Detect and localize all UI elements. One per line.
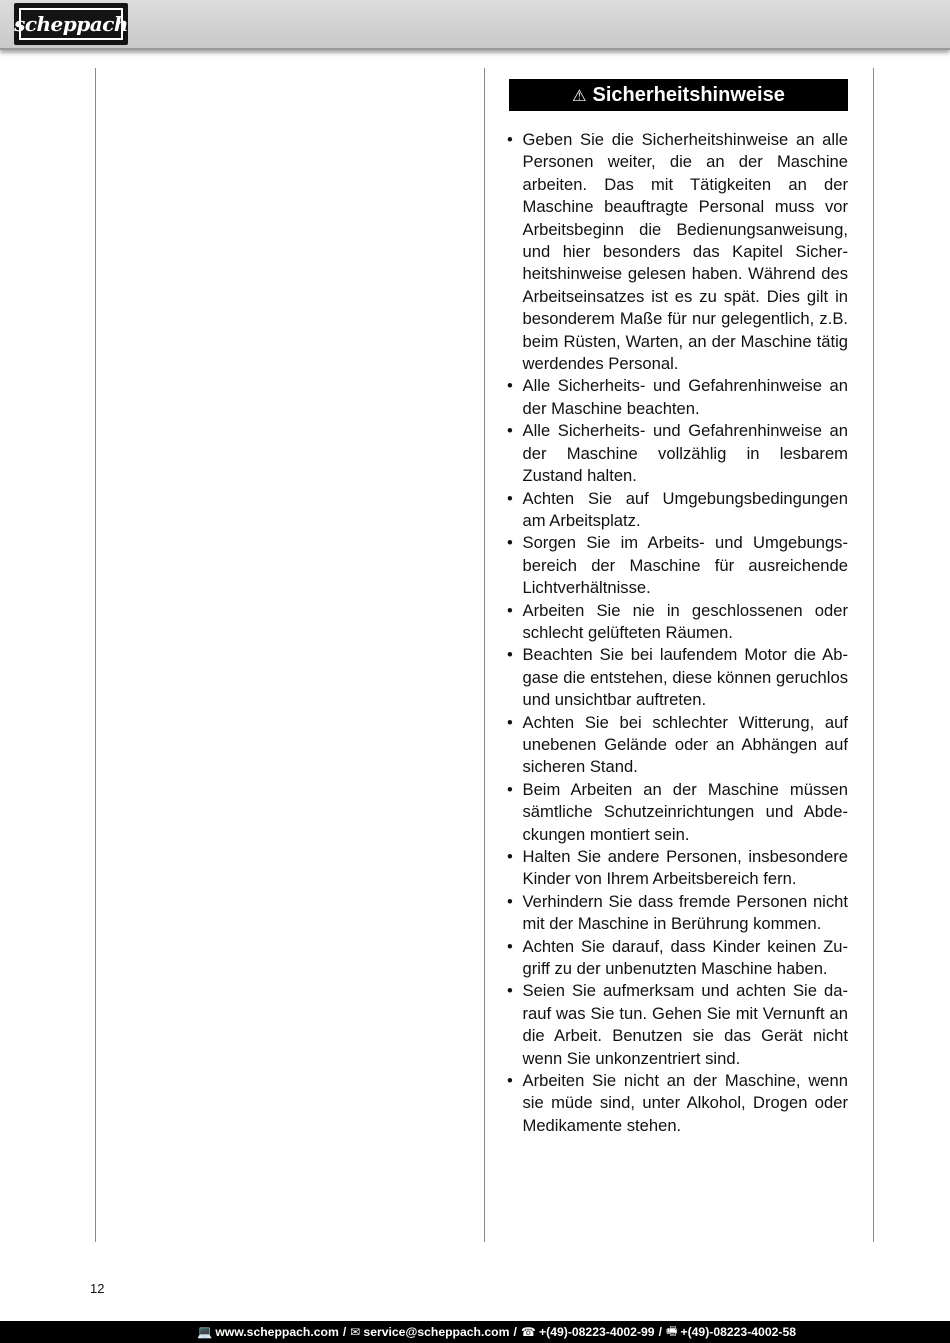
- list-item: • Halten Sie andere Personen, insbesondere Kinder von Ihrem Arbeitsbereich fern.: [507, 847, 848, 889]
- separator: /: [342, 1325, 347, 1339]
- section-heading: [509, 79, 848, 111]
- section-title: Sicherheitshinweise: [592, 83, 785, 106]
- bullet: •: [507, 600, 513, 620]
- bullet: •: [507, 376, 513, 396]
- list-item: • Achten Sie darauf, dass Kinder keinen Zugriff zu der unbenutzten Maschine haben.: [507, 936, 848, 979]
- email-link[interactable]: service@scheppach.com: [363, 1325, 510, 1339]
- bullet: •: [507, 779, 513, 799]
- computer-icon: 💻: [197, 1325, 213, 1339]
- list-item: • Alle Sicherheits- und Gefahrenhinweise an der Maschine beachten.: [507, 376, 848, 418]
- safety-instructions-list: [506, 129, 848, 1137]
- bullet: •: [507, 533, 513, 553]
- list-item: • Seien Sie aufmerksam und achten Sie darauf was Sie tun. Gehen Sie mit Vernunft an die Arbeit. Benutzen sie das Gerät nicht wenn Sie unkonzentriert sind.: [507, 981, 848, 1068]
- bullet: •: [507, 421, 513, 441]
- footer-contact-bar: [0, 1321, 950, 1343]
- phone-icon: ☎: [520, 1325, 537, 1339]
- list-item: • Arbeiten Sie nicht an der Maschine, wenn sie müde sind, unter Alkohol, Drogen oder Medikamente stehen.: [507, 1071, 848, 1135]
- mail-icon: ✉: [350, 1325, 361, 1339]
- column-rule-middle: [484, 68, 485, 1242]
- list-item: • Sorgen Sie im Arbeits- und Umgebungsbereich der Maschine für ausreichende Lichtverhältnisse.: [507, 533, 848, 598]
- list-item: • Verhindern Sie dass fremde Personen nicht mit der Maschine in Berührung kommen.: [507, 891, 848, 934]
- list-item: • Alle Sicherheits- und Gefahrenhinweise an der Maschine vollzählig in lesbarem Zustand halten.: [507, 421, 848, 486]
- fax-icon: 🖷: [665, 1323, 678, 1338]
- bullet: •: [507, 891, 513, 911]
- bullet: •: [507, 936, 513, 956]
- fax-number: +(49)-08223-4002-58: [680, 1325, 796, 1339]
- page-number: 12: [90, 1281, 105, 1296]
- list-item: • Beim Arbeiten an der Maschine müssen sämtliche Schutzeinrichtungen und Abdeckungen montiert sein.: [507, 779, 848, 844]
- website-link[interactable]: www.scheppach.com: [215, 1325, 339, 1339]
- bullet: •: [507, 712, 513, 732]
- list-item: • Geben Sie die Sicherheitshinweise an alle Personen weiter, die an der Maschine arbeiten. Das mit Tätigkeiten an der Maschine beauftragte Personal muss vor Arbeitsbeginn die Bedienungsanweisung, und hier besonders das Kapitel Sicherheitshinweise gelesen haben. Während des Arbeitseinsatzes ist es zu spät. Dies gilt in besonderem Maße für nur gelegentlich, z.B. beim Rüsten, Warten, an der Maschine tätig werdendes Personal.: [507, 130, 848, 374]
- bullet: •: [507, 645, 513, 665]
- bullet: •: [507, 488, 513, 508]
- header-bar: [0, 0, 950, 50]
- list-item: • Achten Sie auf Umgebungsbedingungen am Arbeitsplatz.: [507, 488, 848, 530]
- bullet: •: [507, 130, 513, 149]
- separator: /: [658, 1325, 662, 1339]
- list-item: • Achten Sie bei schlechter Witterung, auf unebenen Gelände oder an Abhängen auf sicheren Stand.: [507, 712, 848, 777]
- bullet: •: [507, 981, 513, 1001]
- warning-icon: ⚠: [572, 88, 587, 105]
- logo-text: scheppach: [14, 12, 128, 36]
- bullet: •: [507, 847, 513, 866]
- list-item: • Arbeiten Sie nie in geschlossenen oder schlecht gelüfteten Räumen.: [507, 600, 848, 642]
- column-rule-left: [95, 68, 96, 1242]
- phone-number: +(49)-08223-4002-99: [539, 1325, 655, 1339]
- separator: /: [513, 1325, 517, 1339]
- scheppach-logo: [14, 3, 128, 45]
- list-item: • Beachten Sie bei laufendem Motor die Abgase die entstehen, diese können geruchlos und unsichtbar auftreten.: [507, 645, 848, 710]
- bullet: •: [507, 1071, 513, 1091]
- column-rule-right: [873, 68, 874, 1242]
